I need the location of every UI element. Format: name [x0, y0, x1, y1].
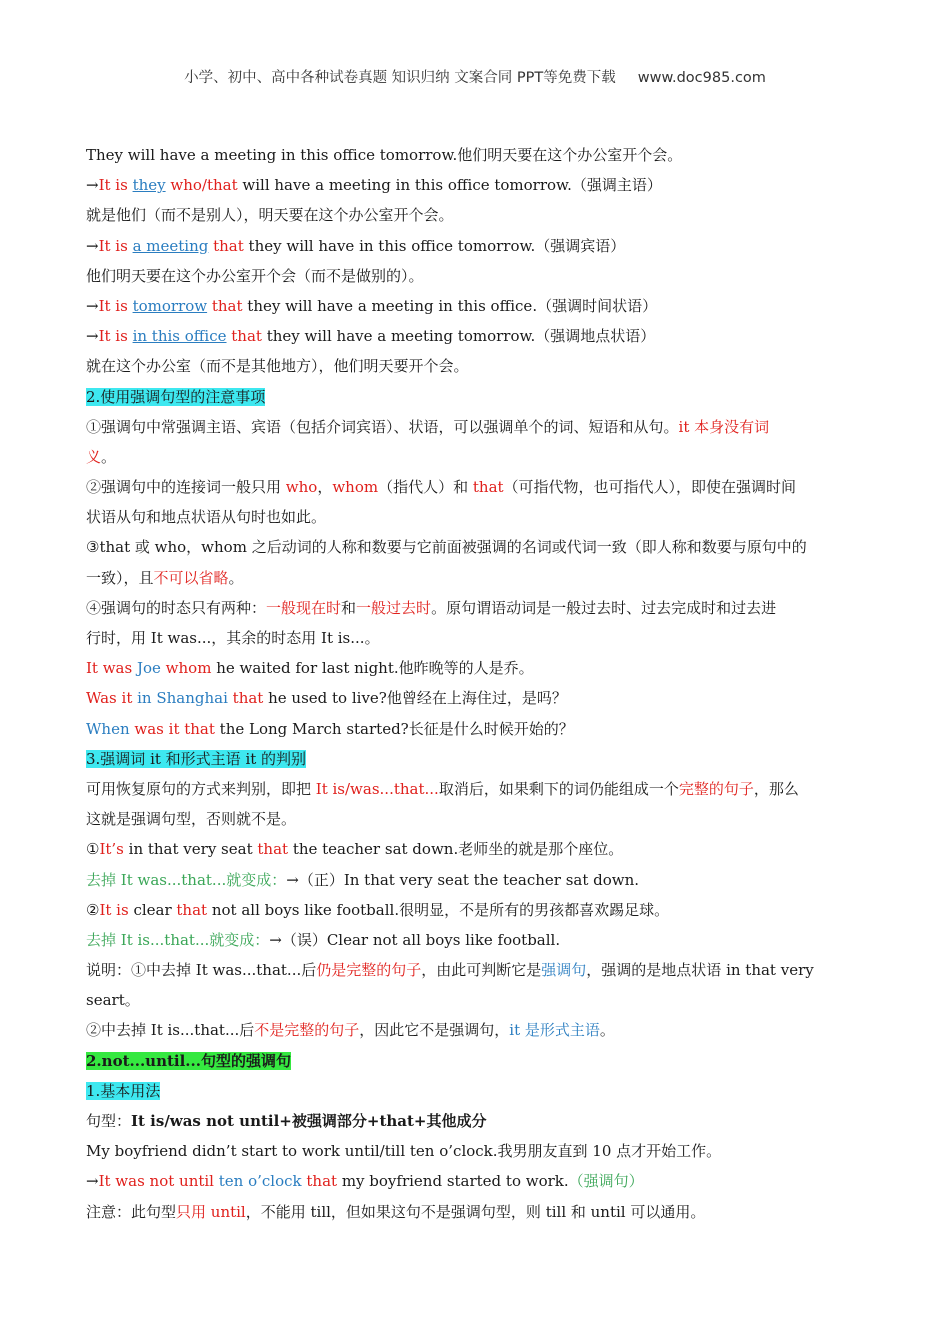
text-segment: ，: [317, 478, 333, 497]
text-line: [86, 623, 866, 653]
text-segment: 注意：此句型: [86, 1202, 177, 1221]
text-segment: My boyfriend didn’t start to work until/till ten o’clock.我男朋友直到 10 点才开始工作。: [86, 1142, 722, 1161]
text-segment: 2.not...until...句型的强调句: [86, 1051, 291, 1070]
text-segment: that: [207, 296, 243, 315]
text-segment: ten o’clock: [218, 1172, 302, 1191]
text-segment: who: [285, 478, 318, 497]
text-segment: →（正）In that very seat the teacher sat down.: [286, 870, 640, 889]
text-line: [86, 593, 866, 623]
text-line: [86, 170, 866, 200]
text-segment: 义: [86, 447, 102, 466]
header-text: 小学、初中、高中各种试卷真题 知识归纳 文案合同 PPT等免费下载: [184, 70, 616, 86]
text-segment: 2.使用强调句型的注意事项: [86, 387, 266, 406]
text-line: [86, 261, 866, 291]
text-line: [86, 291, 866, 321]
text-segment: Joe: [136, 659, 161, 678]
text-segment: 行时，用 It was...，其余的时态用 It is...。: [86, 629, 380, 647]
text-line: [86, 1136, 866, 1166]
text-segment: that: [227, 689, 264, 708]
text-segment: was it that: [129, 719, 215, 738]
text-segment: it 是形式主语: [509, 1021, 600, 1040]
text-line: [86, 985, 866, 1015]
text-segment: that: [257, 840, 289, 859]
text-segment: ，因此它不是强调句，: [359, 1021, 510, 1040]
text-segment: →（误）Clear not all boys like football.: [269, 930, 561, 949]
text-line: [86, 683, 866, 713]
text-segment: who/that: [165, 176, 238, 195]
text-line: [86, 1166, 866, 1196]
text-line: [86, 200, 866, 230]
text-segment: tomorrow: [132, 296, 208, 315]
text-segment: in that very seat: [123, 840, 258, 859]
text-line: [86, 412, 866, 442]
text-segment: 一般现在时: [266, 598, 342, 617]
header-url[interactable]: www.doc985.com: [637, 70, 766, 86]
text-segment: a meeting: [132, 236, 209, 255]
text-segment: ③that 或 who，whom 之后动词的人称和数要与它前面被强调的名词或代词一致（即人称和数要与原句中的: [86, 538, 807, 557]
text-line: [86, 351, 866, 381]
text-segment: that: [208, 236, 244, 255]
text-segment: he used to live?他曾经在上海住过，是吗？: [263, 689, 567, 708]
text-segment: It is/was not until+被强调部分+that+其他成分: [131, 1112, 487, 1130]
text-line: [86, 563, 866, 593]
document-body: [86, 140, 866, 1227]
text-segment: ①: [86, 840, 100, 859]
text-segment: 仍是完整的句子: [316, 961, 422, 980]
text-line: [86, 804, 866, 834]
text-segment: ④强调句的时态只有两种：: [86, 598, 267, 617]
text-segment: 去掉 It is...that...就变成：: [86, 930, 270, 949]
text-segment: not all boys like football.很明显，不是所有的男孩都喜欢踢足球。: [207, 900, 670, 919]
text-segment: →: [86, 1172, 99, 1191]
text-segment: 就在这个办公室（而不是其他地方），他们明天要开个会。: [86, 357, 469, 376]
text-segment: 去掉 It was...that...就变成：: [86, 870, 287, 889]
text-segment: whom: [332, 478, 379, 497]
text-segment: →: [86, 296, 99, 315]
text-segment: 和: [341, 598, 357, 617]
text-segment: It is: [98, 327, 133, 346]
text-segment: they will have a meeting in this office.（强调时间状语）: [242, 296, 658, 315]
text-segment: →: [86, 176, 99, 195]
text-segment: 他们明天要在这个办公室开个会（而不是做别的）。: [86, 266, 424, 285]
text-segment: 这就是强调句型，否则就不是。: [86, 810, 297, 829]
text-line: [86, 774, 866, 804]
text-line: [86, 1106, 866, 1136]
text-line: [86, 1197, 866, 1227]
text-segment: 一般过去时: [356, 598, 432, 617]
text-segment: in Shanghai: [137, 689, 228, 708]
text-line: [86, 502, 866, 532]
text-segment: When: [86, 719, 130, 738]
text-line: [86, 231, 866, 261]
text-segment: →: [86, 236, 99, 255]
text-segment: clear: [128, 900, 177, 919]
text-segment: that: [176, 900, 208, 919]
text-segment: 只用 until: [176, 1202, 246, 1221]
text-segment: ①强调句中常强调主语、宾语（包括介词宾语）、状语，可以强调单个的词、短语和从句。: [86, 417, 679, 436]
text-segment: 不是完整的句子: [254, 1021, 360, 1040]
text-segment: ②: [86, 900, 100, 919]
text-segment: ，由此可判断它是: [421, 961, 542, 980]
text-line: [86, 744, 866, 774]
page-header: [0, 66, 950, 87]
text-segment: ，强调的是地点状语 in that very: [586, 961, 814, 980]
text-segment: seart。: [86, 991, 140, 1010]
text-segment: will have a meeting in this office tomorrow.（强调主语）: [237, 176, 662, 195]
text-line: [86, 442, 866, 472]
text-segment: my boyfriend started to work.: [337, 1172, 569, 1191]
text-segment: It is: [99, 900, 129, 919]
text-segment: 就是他们（而不是别人），明天要在这个办公室开个会。: [86, 206, 454, 225]
text-segment: 1.基本用法: [86, 1081, 161, 1100]
text-line: [86, 321, 866, 351]
text-segment: Was it: [86, 689, 138, 708]
text-segment: They will have a meeting in this office tomorrow.他们明天要在这个办公室开个会。: [86, 146, 683, 164]
text-segment: he waited for last night.他昨晚等的人是乔。: [211, 659, 534, 678]
text-segment: they will have in this office tomorrow.（强调宾语）: [243, 236, 626, 255]
text-line: [86, 1015, 866, 1045]
text-line: [86, 1046, 866, 1076]
text-line: [86, 382, 866, 412]
text-segment: →: [86, 327, 99, 346]
text-line: [86, 532, 866, 562]
text-line: [86, 140, 866, 170]
text-segment: 。: [101, 447, 117, 466]
text-line: [86, 925, 866, 955]
text-line: [86, 865, 866, 895]
text-segment: ，不能用 till，但如果这句不是强调句型，则 till 和 until 可以通用。: [245, 1202, 706, 1221]
text-segment: It is: [98, 176, 133, 195]
text-segment: It is/was...that...: [315, 779, 439, 798]
text-segment: the teacher sat down.老师坐的就是那个座位。: [288, 840, 624, 859]
text-segment: （指代人）和: [378, 478, 473, 497]
text-segment: 说明：①中去掉 It was...that...后: [86, 961, 317, 980]
text-segment: that: [226, 327, 262, 346]
text-segment: 可用恢复原句的方式来判别，即把: [86, 779, 316, 798]
text-segment: they: [132, 176, 166, 195]
text-segment: 3.强调词 it 和形式主语 it 的判别: [86, 749, 307, 768]
text-line: [86, 653, 866, 683]
text-segment: ②强调句中的连接词一般只用: [86, 478, 286, 497]
text-segment: （可指代物，也可指代人），即使在强调时间: [503, 478, 797, 497]
text-segment: It is: [98, 296, 133, 315]
text-line: [86, 472, 866, 502]
text-segment: It is: [98, 236, 133, 255]
text-segment: It’s: [99, 840, 124, 859]
text-segment: 。原句谓语动词是一般过去时、过去完成时和过去进: [431, 598, 777, 617]
text-segment: 句型：: [86, 1112, 132, 1130]
text-segment: whom: [160, 659, 212, 678]
text-segment: the Long March started?长征是什么时候开始的？: [214, 719, 574, 738]
text-segment: 一致），且: [86, 568, 154, 587]
text-segment: 不可以省略: [153, 568, 229, 587]
text-segment: 。: [228, 568, 244, 587]
text-segment: （强调句）: [568, 1172, 644, 1191]
text-segment: It was not until: [98, 1172, 219, 1191]
text-line: [86, 895, 866, 925]
text-segment: 强调句: [541, 961, 587, 980]
text-segment: 。: [599, 1021, 615, 1040]
text-line: [86, 955, 866, 985]
text-segment: ②中去掉 It is...that...后: [86, 1021, 255, 1040]
text-segment: ，那么: [753, 779, 799, 798]
text-segment: 状语从句和地点状语从句时也如此。: [86, 508, 327, 527]
text-segment: 完整的句子: [678, 779, 754, 798]
text-line: [86, 834, 866, 864]
text-segment: they will have a meeting tomorrow.（强调地点状语）: [261, 327, 656, 346]
text-segment: in this office: [132, 327, 227, 346]
text-segment: It was: [86, 659, 137, 678]
text-segment: it 本身没有词: [678, 417, 770, 436]
text-segment: that: [301, 1172, 338, 1191]
text-line: [86, 714, 866, 744]
text-line: [86, 1076, 866, 1106]
text-segment: 取消后，如果剩下的词仍能组成一个: [438, 779, 679, 798]
text-segment: that: [472, 478, 504, 497]
